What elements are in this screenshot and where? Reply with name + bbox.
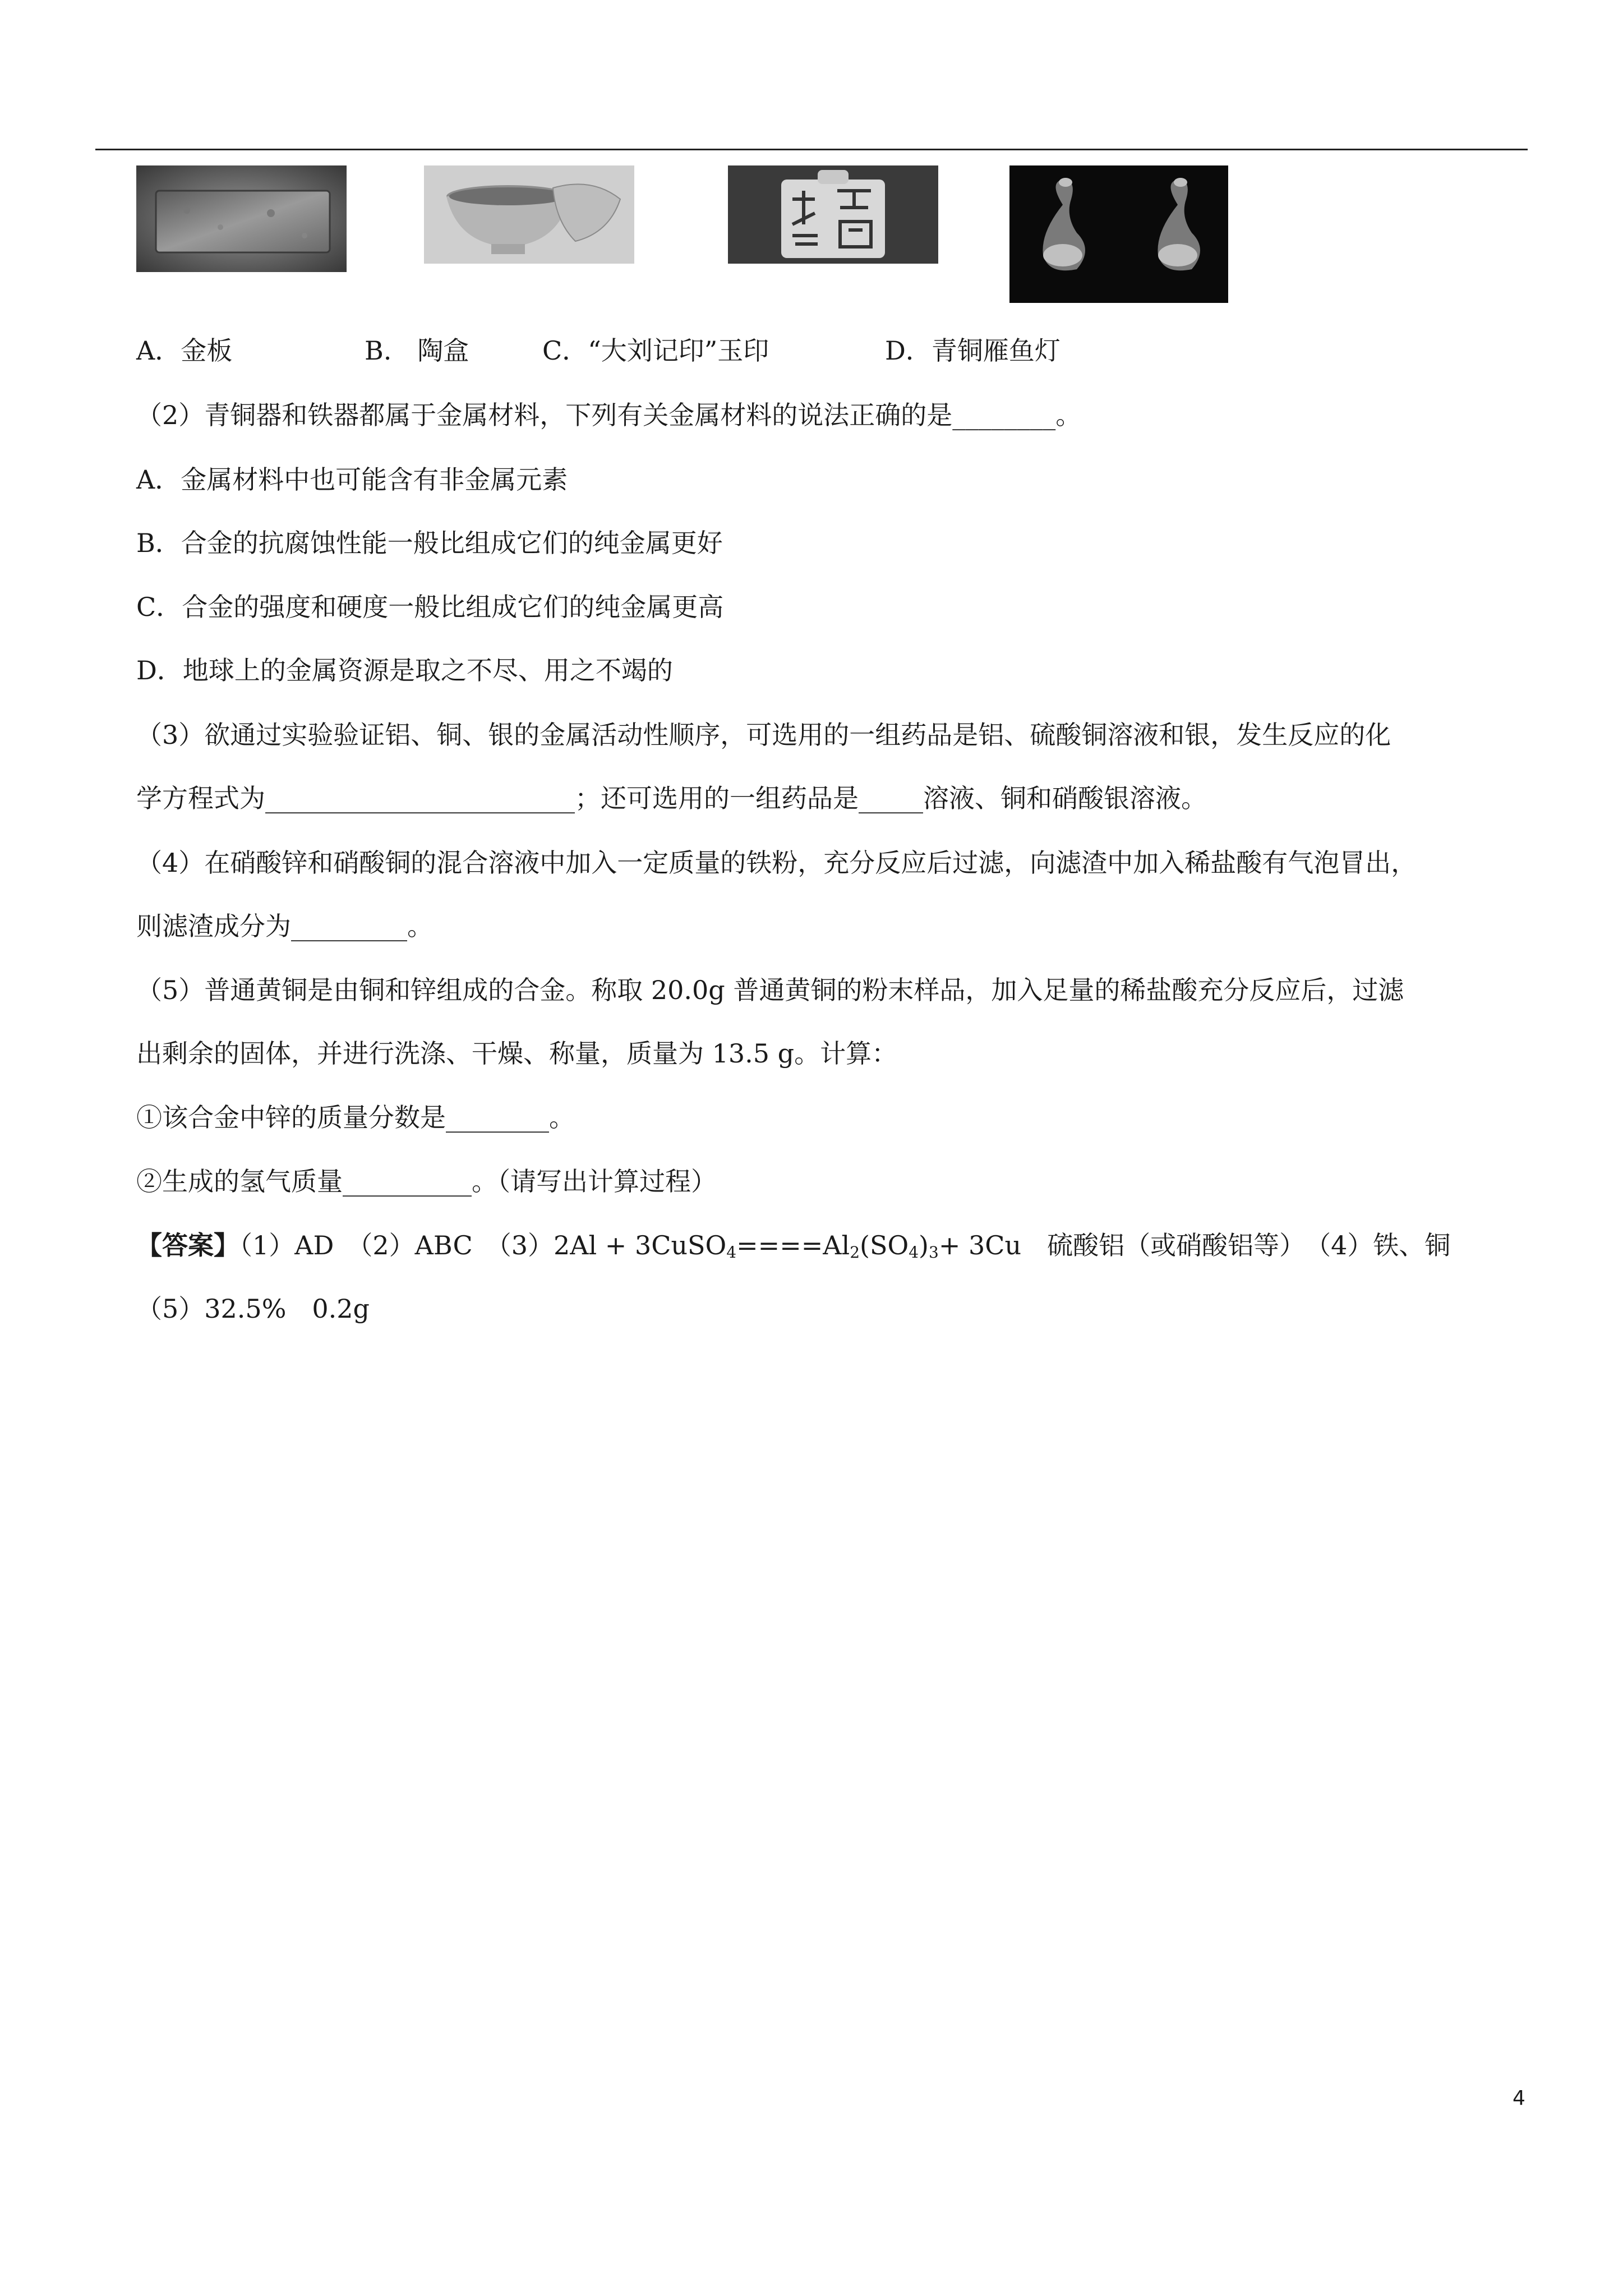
q3-line-2-post: 溶液、铜和硝酸银溶液。 xyxy=(923,783,1207,813)
q2-option-d: D．地球上的金属资源是取之不尽、用之不竭的 xyxy=(136,655,673,685)
q5-line-1: （5）普通黄铜是由铜和锌组成的合金。称取 20.0g 普通黄铜的粉末样品，加入足量的稀盐酸充分反应后，过滤 xyxy=(136,975,1404,1005)
q3-blank-2: _____ xyxy=(859,783,923,813)
option-d-caption: D．青铜雁鱼灯 xyxy=(885,335,1061,366)
q3-line-1: （3）欲通过实验验证铝、铜、银的金属活动性顺序，可选用的一组药品是铝、硫酸铜溶液和银，发生反应的化 xyxy=(136,720,1391,750)
answer-part-2: ====Al xyxy=(736,1230,850,1260)
q3-line-2 xyxy=(136,781,1207,815)
q5-sub-1: ①该合金中锌的质量分数是________。 xyxy=(136,1102,575,1133)
answer-label: 【答案】 xyxy=(136,1230,239,1260)
answer-line-2: （5）32.5% 0.2g xyxy=(136,1294,370,1324)
answer-part-1: （1）AD （2）ABC （3）2Al + 3CuSO xyxy=(239,1230,727,1260)
q2-stem: （2）青铜器和铁器都属于金属材料，下列有关金属材料的说法正确的是________。 xyxy=(136,400,1082,430)
q2-option-b: B．合金的抗腐蚀性能一般比组成它们的纯金属更好 xyxy=(136,528,723,558)
answer-sub-4a: 4 xyxy=(726,1243,737,1262)
q4-line-2: 则滤渣成分为_________。 xyxy=(136,911,433,941)
q5-sub-2: ②生成的氢气质量__________。（请写出计算过程） xyxy=(136,1166,717,1197)
q5-line-2: 出剩余的固体，并进行洗涤、干燥、称量，质量为 13.5 g。计算： xyxy=(136,1038,898,1069)
gold-plate-icon xyxy=(136,165,347,272)
bronze-goose-fish-lamp-photo xyxy=(1009,165,1228,303)
answer-part-4: ) xyxy=(919,1230,929,1260)
q4-line-1: （4）在硝酸锌和硝酸铜的混合溶液中加入一定质量的铁粉，充分反应后过滤，向滤渣中加入稀盐酸有气泡冒出， xyxy=(136,848,1417,878)
answer-line-1 xyxy=(136,1228,1450,1262)
q2-option-c: C．合金的强度和硬度一般比组成它们的纯金属更高 xyxy=(136,592,724,622)
option-b-caption: B. 陶盒 xyxy=(365,335,469,366)
answer-sub-3: 3 xyxy=(929,1243,939,1262)
jade-seal-photo xyxy=(728,165,938,264)
pottery-box-photo xyxy=(424,165,634,264)
answer-sub-2: 2 xyxy=(850,1243,860,1262)
q3-line-2-mid: ；还可选用的一组药品是 xyxy=(575,783,859,813)
jade-seal-icon xyxy=(728,165,938,264)
option-c-caption: C．“大刘记印”玉印 xyxy=(542,335,769,366)
option-a-caption: A．金板 xyxy=(136,335,233,366)
q3-line-2-pre: 学方程式为 xyxy=(136,783,265,813)
answer-part-3: (SO xyxy=(860,1230,909,1260)
pottery-box-icon xyxy=(424,165,634,264)
page-number: 4 xyxy=(1513,2087,1525,2110)
q2-option-a: A．金属材料中也可能含有非金属元素 xyxy=(136,464,568,495)
bronze-lamp-icon xyxy=(1009,165,1228,303)
header-rule xyxy=(95,149,1528,150)
answer-sub-4b: 4 xyxy=(909,1243,919,1262)
gold-plate-photo xyxy=(136,165,347,272)
answer-part-5: + 3Cu 硫酸铝（或硝酸铝等） （4）铁、铜 xyxy=(938,1230,1451,1260)
q3-blank-1: ________________________ xyxy=(265,783,575,813)
